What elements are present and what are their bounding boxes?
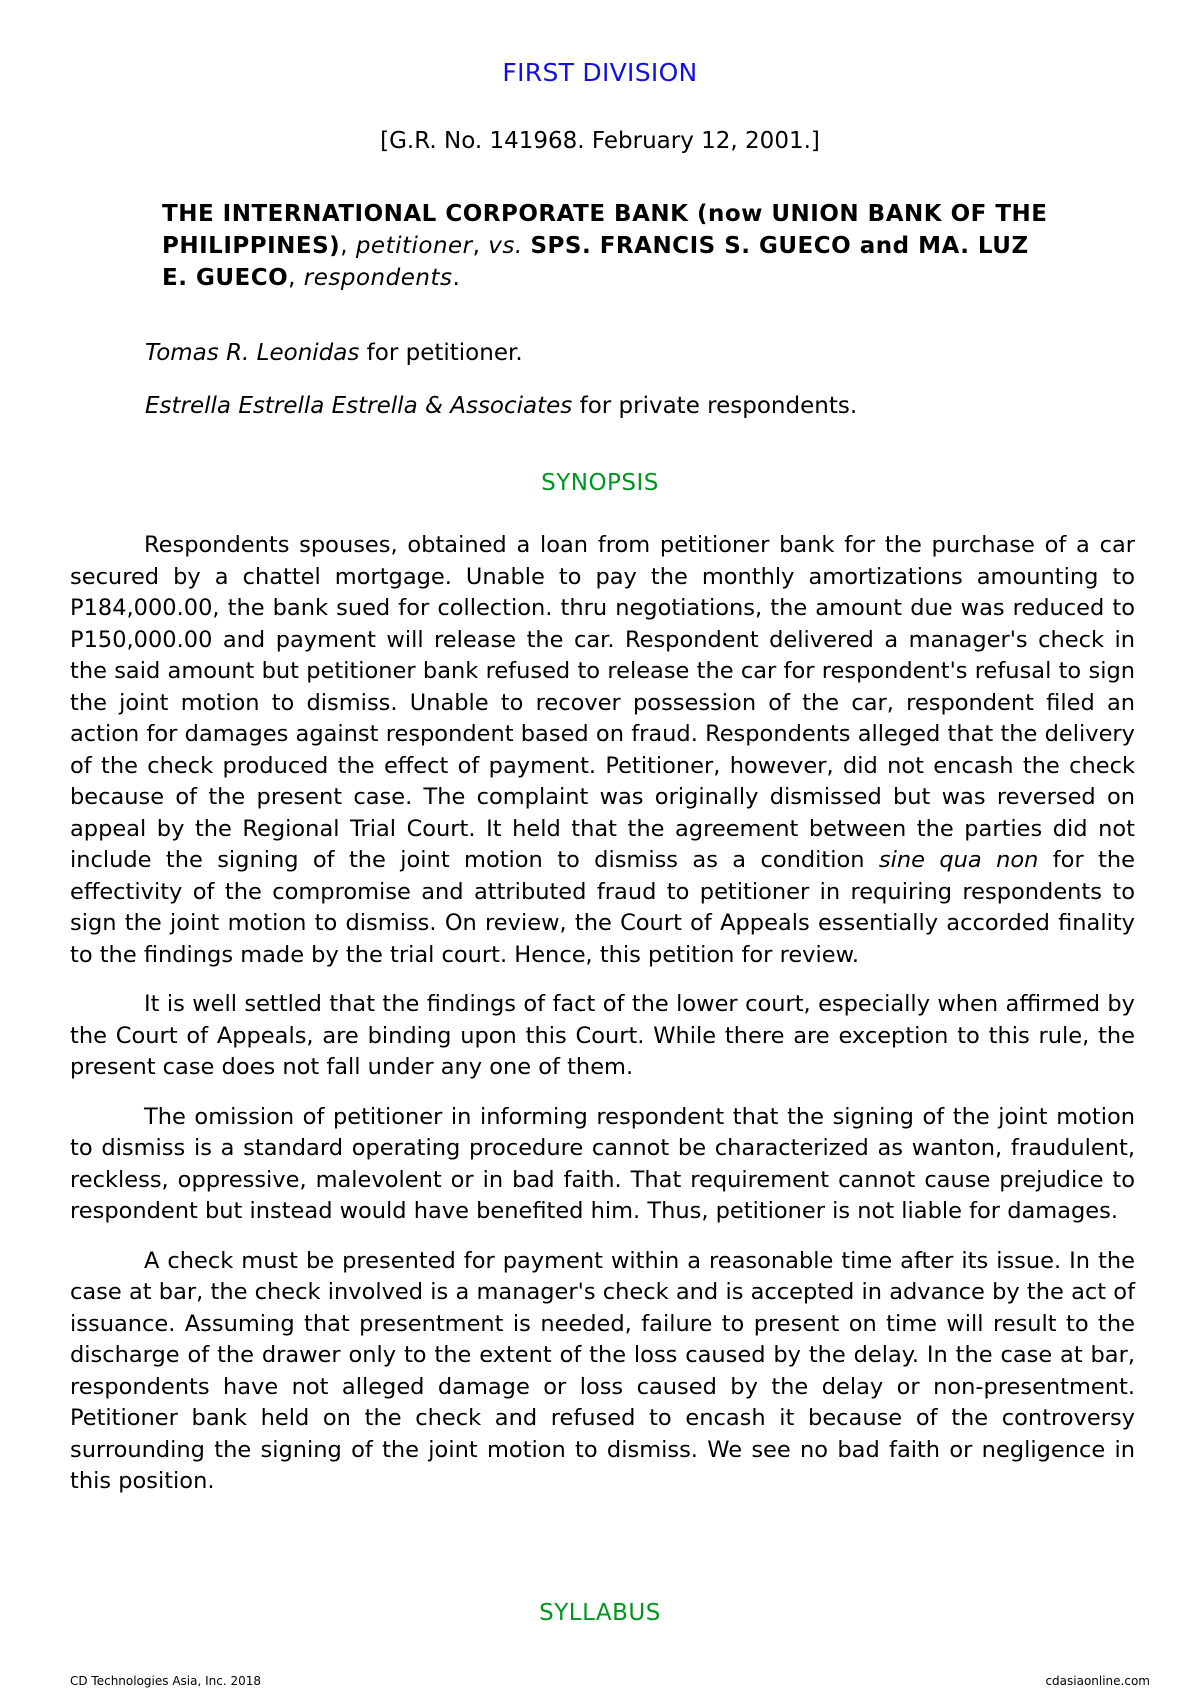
counsel-name: Tomas R. Leonidas (145, 340, 360, 366)
counsel-role: for petitioner. (359, 340, 523, 366)
synopsis-paragraph: A check must be presented for payment within a reasonable time after its issue. In the case at bar, the check involved is a manager's check and is accepted in advance by the act of issuance. Assuming that presentment is needed, failure to present on time will result to the discharge of the drawer only to the extent of the loss caused by the delay. In the case at bar, respondents have not alleged damage or loss caused by the delay or non-presentment. Petitioner bank held on the check and refused to encash it because of the controversy surrounding the signing of the joint motion to dismiss. We see no bad faith or negligence in this position. (70, 1247, 1135, 1494)
division-heading: FIRST DIVISION (502, 58, 698, 87)
versus-text: vs. (488, 233, 523, 259)
counsel-petitioner (145, 338, 1065, 368)
respondents-name: SPS. FRANCIS S. GUECO and MA. LUZ E. GUECO (162, 233, 1029, 291)
latin-phrase: sine qua non (878, 847, 1039, 873)
paragraph-text: for the effectivity of the compromise and attributed fraud to petitioner in requiring respondents to sign the joint motion to dismiss. On review, the Court of Appeals essentially accorded finality to the findings made by the trial court. Hence, this petition for review. (70, 847, 1136, 968)
synopsis-body (70, 530, 1135, 1516)
case-parties: THE INTERNATIONAL CORPORATE BANK (now UNION BANK OF THE PHILIPPINES), petitioner, vs. SPS. FRANCIS S. GUECO and MA. LUZ E. GUECO, respondents. (162, 201, 1048, 291)
synopsis-heading: SYNOPSIS (541, 470, 659, 496)
footer-website: cdasiaonline.com (1045, 1674, 1150, 1688)
synopsis-paragraph (70, 530, 1135, 971)
counsel-role: for private respondents. (572, 393, 858, 419)
counsel-respondents (145, 391, 1065, 421)
petitioner-role: petitioner (355, 233, 473, 259)
synopsis-paragraph: It is well settled that the findings of fact of the lower court, especially when affirmed by the Court of Appeals, are binding upon this Court. While there are exception to this rule, the present case does not fall under any one of them. (70, 991, 1135, 1080)
petitioner-name: THE INTERNATIONAL CORPORATE BANK (now UNION BANK OF THE PHILIPPINES) (162, 201, 1048, 259)
synopsis-paragraph: The omission of petitioner in informing respondent that the signing of the joint motion to dismiss is a standard operating procedure cannot be characterized as wanton, fraudulent, reckless, oppressive, malevolent or in bad faith. That requirement cannot cause prejudice to respondent but instead would have benefited him. Thus, petitioner is not liable for damages. (70, 1103, 1135, 1224)
syllabus-heading: SYLLABUS (539, 1600, 661, 1626)
footer-copyright: CD Technologies Asia, Inc. 2018 (70, 1674, 262, 1688)
case-number: [G.R. No. 141968. February 12, 2001.] (380, 128, 820, 154)
counsel-name: Estrella Estrella Estrella & Associates (145, 393, 573, 419)
paragraph-text: Respondents spouses, obtained a loan from petitioner bank for the purchase of a car secured by a chattel mortgage. Unable to pay the monthly amortizations amounting to P184,000.00, the bank sued for collection. thru negotiations, the amount due was reduced to P150,000.00 and payment will release the car. Respondent delivered a manager's check in the said amount but petitioner bank refused to release the car for respondent's refusal to sign the joint motion to dismiss. Unable to recover possession of the car, respondent filed an action for damages against respondent based on fraud. Respondents alleged that the delivery of the check produced the effect of payment. Petitioner, however, did not encash the check because of the present case. The complaint was originally dismissed but was reversed on appeal by the Regional Trial Court. It held that the agreement between the parties did not include the signing of the joint motion to dismiss as a condition (70, 532, 1135, 873)
respondents-role: respondents (303, 265, 453, 291)
